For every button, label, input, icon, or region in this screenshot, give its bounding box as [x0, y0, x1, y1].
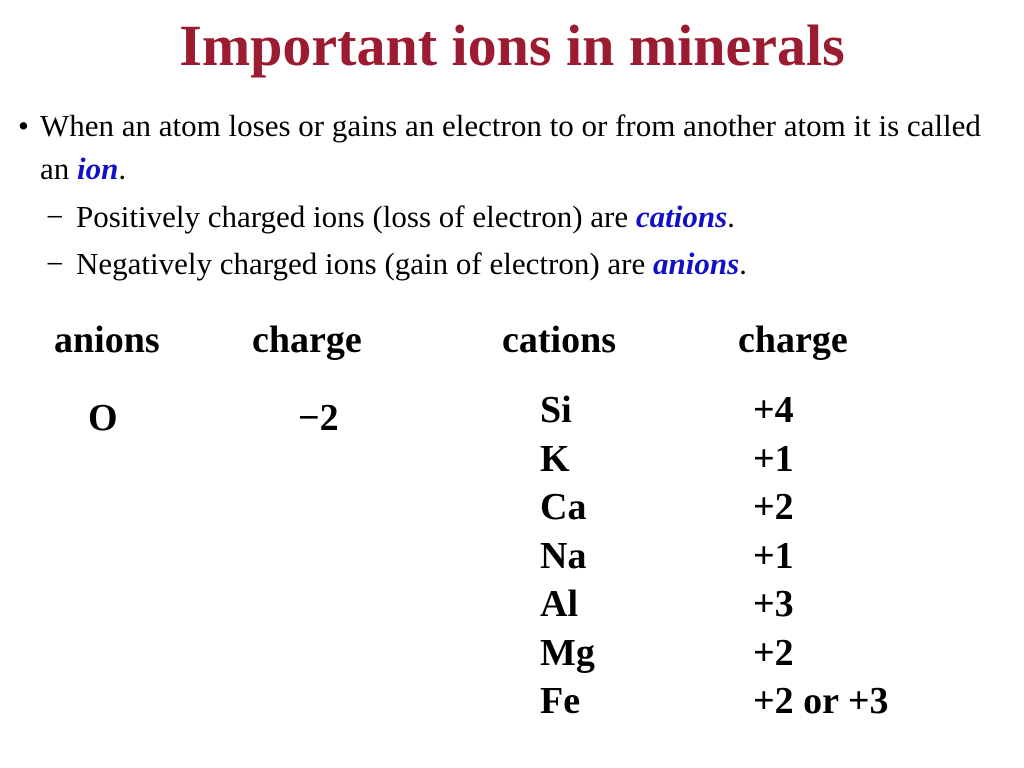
sub-bullet-anions — [18, 242, 1008, 285]
header-anions: anions — [54, 319, 160, 361]
header-anion-charge: charge — [252, 319, 362, 361]
cation-charge: +3 — [753, 583, 794, 625]
cation-ion: Na — [540, 534, 587, 577]
cation-charge: +1 — [753, 437, 794, 480]
header-cations: cations — [502, 319, 616, 361]
keyword-ion: ion — [77, 151, 119, 187]
bullet-end: . — [118, 151, 127, 187]
anion-ion: O — [88, 397, 118, 439]
bullet-list — [18, 104, 1008, 286]
cation-charge: +4 — [753, 389, 794, 431]
bullet-text: When an atom loses or gains an electron to or from another atom it is called an — [40, 108, 981, 187]
sub-bullet-text: Negatively charged ions (gain of electron) are — [76, 246, 653, 282]
sub-bullet-cations — [18, 195, 1008, 238]
cation-charge-list — [753, 386, 973, 726]
cation-charge: +2 — [753, 631, 794, 674]
anion-charge: −2 — [298, 397, 339, 439]
sub-bullet-end: . — [739, 246, 747, 282]
cation-ion: Mg — [540, 631, 595, 674]
keyword-cations: cations — [635, 198, 728, 234]
dash-marker: − — [46, 246, 64, 282]
sub-bullet-text: Positively charged ions (loss of electron) are — [76, 198, 636, 234]
dash-marker: − — [46, 198, 64, 234]
slide-title: Important ions in minerals — [179, 13, 845, 78]
cation-charge: +1 — [753, 534, 794, 577]
bullet-ion-definition — [18, 104, 1008, 191]
bullet-marker: • — [18, 108, 29, 143]
cation-ion: Fe — [540, 680, 581, 722]
cation-ion: K — [540, 437, 570, 480]
cation-ion: Al — [540, 583, 578, 625]
cation-ion: Si — [540, 389, 572, 431]
sub-bullet-end: . — [727, 198, 735, 234]
keyword-anions: anions — [652, 246, 740, 282]
cation-ion: Ca — [540, 486, 587, 528]
cation-list — [540, 386, 690, 726]
cation-charge: +2 or +3 — [753, 680, 889, 722]
header-cation-charge: charge — [738, 319, 848, 361]
cation-charge: +2 — [753, 486, 794, 528]
